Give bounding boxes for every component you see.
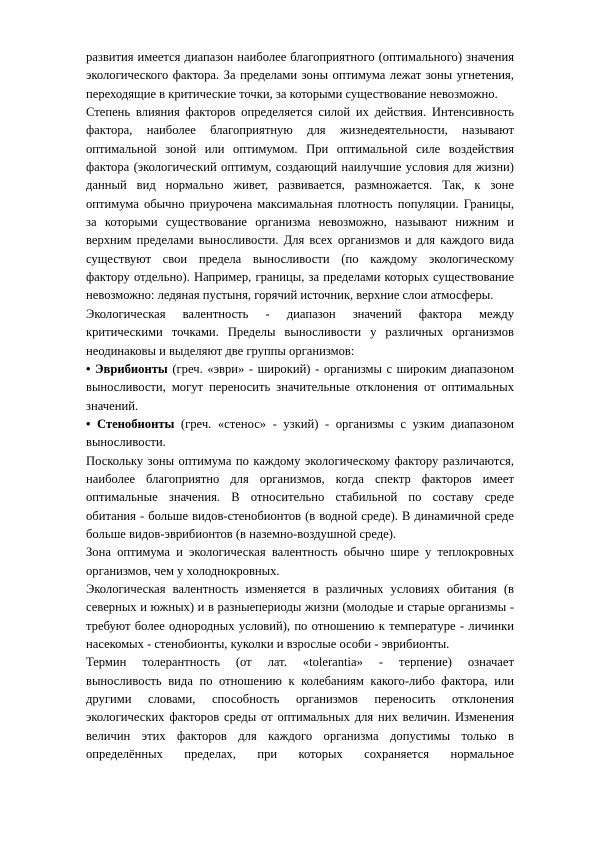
text-line: наиболее благоприятно для организмов, когда спектр факторов имеет [86,471,514,486]
text-line: определённых пределах, при которых сохраняется нормальное [86,747,514,762]
text-line: Поскольку зоны оптимума по каждому экологическому фактору различаются, [86,453,514,468]
text-line: невозможно: ледяная пустыня, горячий источник, верхние слои атмосферы. [86,288,494,303]
text-line: Зона оптимума и экологическая валентность обычно шире у теплокровных [86,545,514,560]
text-line: организмов, чем у холоднокровных. [86,563,280,578]
text-line: фактору отдельно). Например, границы, за пределами которых существование [86,270,514,285]
text-line: выносливости, могут переносить значительные отклонения от оптимальных [86,380,514,395]
text-line: значений. [86,398,139,413]
text-line: оптимума обычно приурочена максимальная плотность популяции. Границы, [86,196,514,211]
text-line: северных и южных) и в разныепериоды жизни (молодые и старые организмы - [86,600,514,615]
text-line: фактора (экологический оптимум, создающий наилучшие условия для жизни) [86,160,514,175]
bullet-text: (греч. «эври» - широкий) - организмы с широким диапазоном [167,361,514,376]
text-line: данный вид нормально живет, развивается, размножается. Так, к зоне [86,178,514,193]
text-line: выносливости. [86,435,166,450]
text-line: Экологическая валентность изменяется в различных условиях обитания (в [86,581,514,596]
text-line: оптимальные значения. В относительно стабильной по составу среде [86,490,514,505]
text-line: критическими точками. Пределы выносливости у различных организмов [86,325,514,340]
text-line: за которыми существование организма невозможно, называют нижним и [86,215,514,230]
text-line: неодинаковы и выделяют две группы организмов: [86,343,355,358]
bullet-text: (греч. «стенос» - узкий) - организмы с узким диапазоном [174,416,514,431]
text-line: больше видов-эврибионтов (в наземно-воздушной среде). [86,526,397,541]
document-body [86,48,514,763]
text-line: переходящие в критические точки, за которыми существование невозможно. [86,86,498,101]
text-line: обитания - больше видов-стенобионтов (в водной среде). В динамичной среде [86,508,514,523]
text-line: фактора, наиболее благоприятную для жизнедеятельности, называют [86,123,514,138]
text-line: существуют свои предела выносливости (по каждому экологическому [86,251,514,266]
text-line: насекомых - стенобионты, куколки и взрослые особи - эврибионты. [86,637,450,651]
bullet-term: • Эврибионты [86,361,168,376]
text-line: другими словами, способность организмов переносить отклонения [86,692,514,707]
text-line: выносливость вида по отношению к колебаниям какого-либо фактора, или [86,673,514,688]
text-line: экологических факторов среды от оптимальных для них величин. Изменения [86,710,514,725]
text-line: требуют более однородных условий), по отношению к температуре - личинки [86,618,514,633]
text-line: Экологическая валентность - диапазон значений фактора между [86,306,514,321]
text-line [86,360,514,378]
text-line: Степень влияния факторов определяется силой их действия. Интенсивность [86,105,514,120]
text-line: величин этих факторов для каждого организма допустимы только в [86,728,514,743]
text-line: Термин толерантность (от лат. «tolerantia» - терпение) означает [86,655,514,670]
text-line: развития имеется диапазон наиболее благоприятного (оптимального) значения [86,50,514,64]
text-line: оптимальной зоной или оптимумом. При оптимальной силе воздействия [86,141,514,156]
text-line: экологического фактора. За пределами зоны оптимума лежат зоны угнетения, [86,68,514,83]
bullet-term: • Стенобионты [86,416,175,431]
text-line: верхним пределами выносливости. Для всех организмов и для каждого вида [86,233,514,248]
text-line [86,415,514,433]
